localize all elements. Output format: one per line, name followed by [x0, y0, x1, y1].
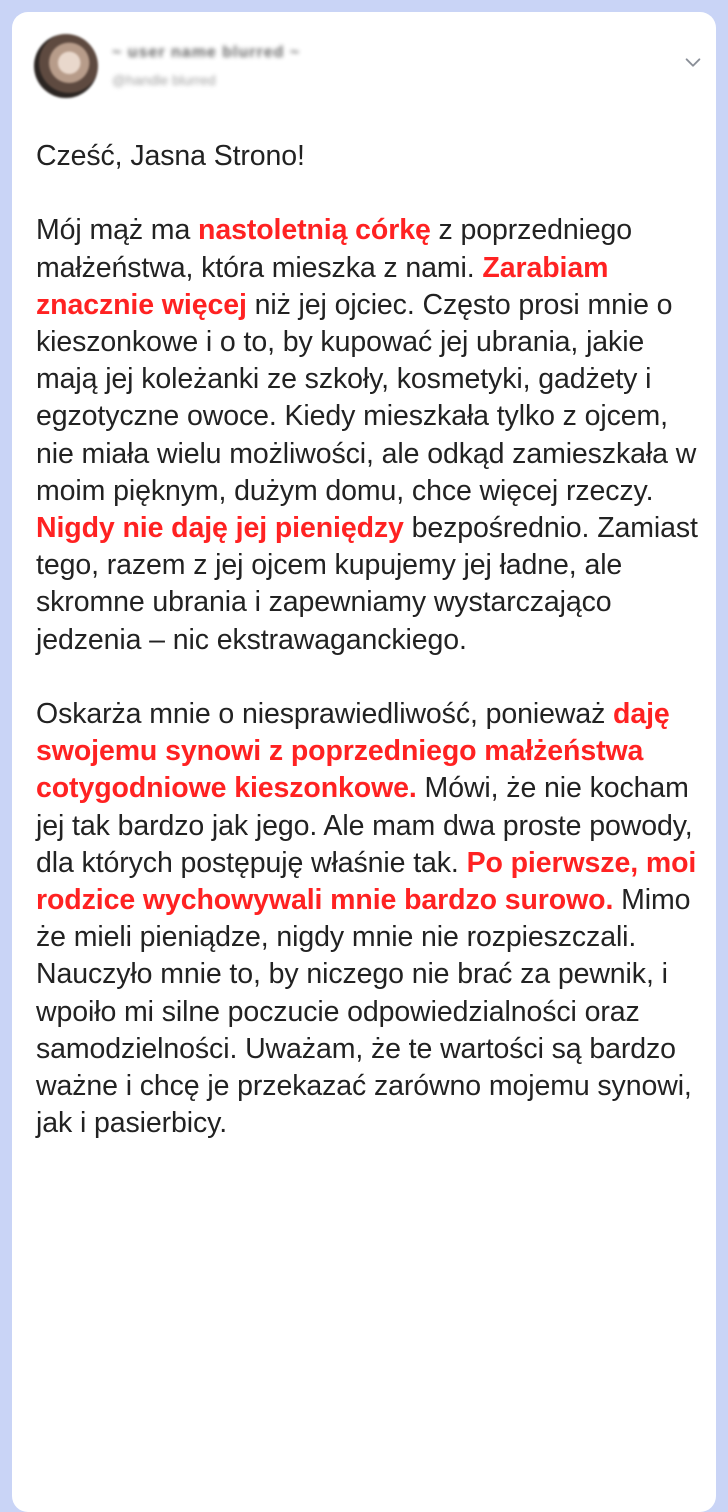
author-handle[interactable]: @handle blurred — [112, 72, 216, 88]
highlight-span: nastoletnią córkę — [198, 214, 431, 247]
post-greeting: Cześć, Jasna Strono! — [36, 140, 305, 172]
highlight-span: Zarabiam znacznie więcej — [36, 251, 609, 321]
post-paragraph-1 — [36, 212, 704, 658]
post-header — [34, 34, 716, 114]
highlight-span: Po pierwsze, moi rodzice wychowywali mnie bardzo surowo. — [36, 846, 697, 917]
author-name[interactable]: ~ user name blurred ~ — [112, 44, 301, 61]
text-span: Mówi, że nie kocham jej tak bardzo jak jego. Ale mam dwa proste powody, dla których postępuję właśnie tak. — [36, 772, 693, 879]
highlight-span: daję swojemu synowi z poprzedniego małżeństwa cotygodniowe kieszonkowe. — [36, 698, 670, 805]
highlight-span: Nigdy nie daję jej pieniędzy — [36, 512, 404, 545]
text-span: Mój mąż ma — [36, 214, 199, 247]
text-span: Oskarża mnie o niesprawiedliwość, ponieważ — [36, 698, 614, 731]
text-span: z poprzedniego małżeństwa, która mieszka z nami. — [36, 214, 633, 284]
post-body — [36, 138, 704, 1142]
post-paragraph-2 — [36, 696, 704, 1142]
text-span: Mimo że mieli pieniądze, nigdy mnie nie rozpieszczali. Nauczyło mnie to, by niczego nie brać za pewnik, i wpoiło mi silne poczucie odpowiedzialności oraz samodzielności. Uważam, że te wartości są bardzo ważne i chcę je przekazać zarówno mojemu synowi, jak i pasierbicy. — [36, 884, 692, 1140]
avatar[interactable] — [34, 34, 98, 98]
text-span: niż jej ojciec. Często prosi mnie o kieszonkowe i o to, by kupować jej ubrania, jakie mają jej koleżanki ze szkoły, kosmetyki, gadżety i egzotyczne owoce. Kiedy mieszkała tylko z ojcem, nie miała wielu możliwości, ale odkąd zamieszkała w moim pięknym, dużym domu, chce więcej rzeczy. — [36, 288, 697, 507]
chevron-down-icon[interactable] — [682, 52, 704, 74]
text-span: bezpośrednio. Zamiast tego, razem z jej ojcem kupujemy jej ładne, ale skromne ubrania i zapewniamy wystarczająco jedzenia – nic ekstrawaganckiego. — [36, 512, 698, 656]
post-card — [12, 12, 716, 1512]
